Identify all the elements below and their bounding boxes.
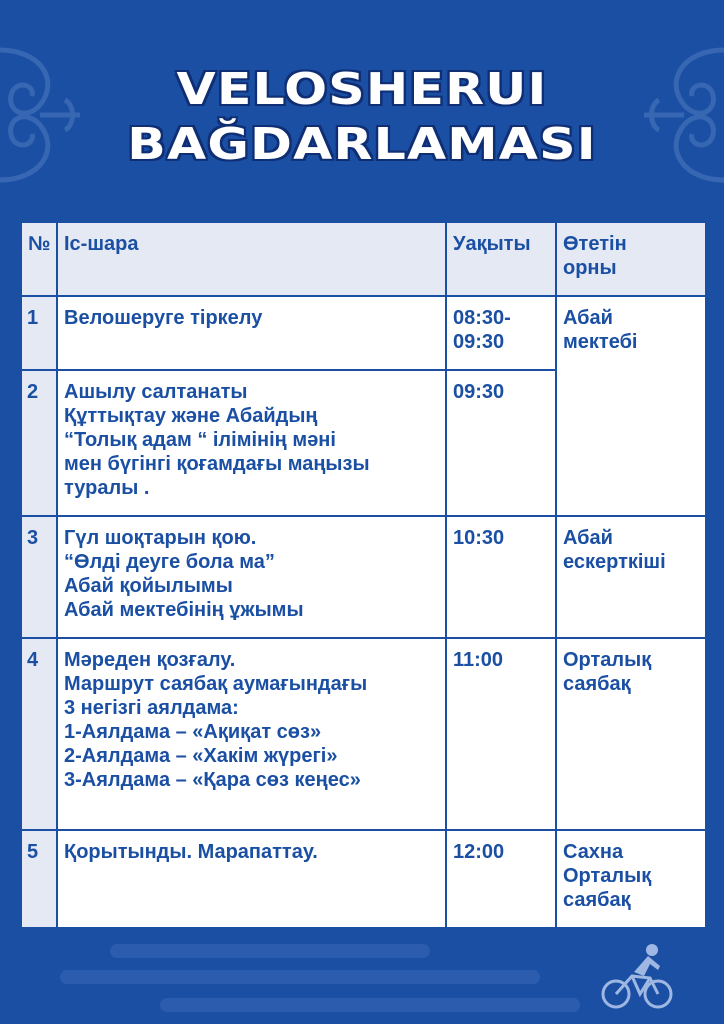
row-place: Абай мектебі xyxy=(556,296,706,516)
title-line-1: VELOSHERUI xyxy=(176,64,548,115)
row-event: Мәреден қозғалу. Маршрут саябақ аумағындағы 3 негізгі аялдама: 1-Аялдама – «Ақиқат сөз» 2-Аялдама – «Хакім жүрегі» 3-Аялдама – «Қара сөз кеңес» xyxy=(57,638,446,830)
row-time: 08:30- 09:30 xyxy=(446,296,556,370)
row-time: 09:30 xyxy=(446,370,556,516)
row-num: 3 xyxy=(21,516,57,638)
schedule-table xyxy=(20,221,707,929)
row-place: Сахна Орталық саябақ xyxy=(556,830,706,928)
row-event: Қорытынды. Марапаттау. xyxy=(57,830,446,928)
row-place: Абай ескерткіші xyxy=(556,516,706,638)
header-place: Өтетін орны xyxy=(556,222,706,296)
title-line-2: BAĞDARLAMASI xyxy=(127,119,597,170)
row-event: Ашылу салтанаты Құттықтау және Абайдың “Толық адам “ ілімінің мәні мен бүгінгі қоғамдағы маңызы туралы . xyxy=(57,370,446,516)
table-row xyxy=(21,638,706,830)
decorative-streak xyxy=(110,944,430,958)
row-time: 12:00 xyxy=(446,830,556,928)
row-num: 1 xyxy=(21,296,57,370)
header-num: № xyxy=(21,222,57,296)
table-row xyxy=(21,830,706,928)
decorative-streak xyxy=(60,970,540,984)
table-row xyxy=(21,296,706,370)
row-time: 11:00 xyxy=(446,638,556,830)
table-row xyxy=(21,516,706,638)
row-event: Гүл шоқтарын қою. “Өлді деуге бола ма” Абай қойылымы Абай мектебінің ұжымы xyxy=(57,516,446,638)
header-event: Іс-шара xyxy=(57,222,446,296)
row-event: Велошеруге тіркелу xyxy=(57,296,446,370)
cyclist-icon xyxy=(600,942,674,1012)
row-num: 5 xyxy=(21,830,57,928)
header-time: Уақыты xyxy=(446,222,556,296)
row-num: 2 xyxy=(21,370,57,516)
decorative-streak xyxy=(160,998,580,1012)
table-header-row xyxy=(21,222,706,296)
page-title xyxy=(0,62,724,172)
row-time: 10:30 xyxy=(446,516,556,638)
row-num: 4 xyxy=(21,638,57,830)
row-place: Орталық саябақ xyxy=(556,638,706,830)
